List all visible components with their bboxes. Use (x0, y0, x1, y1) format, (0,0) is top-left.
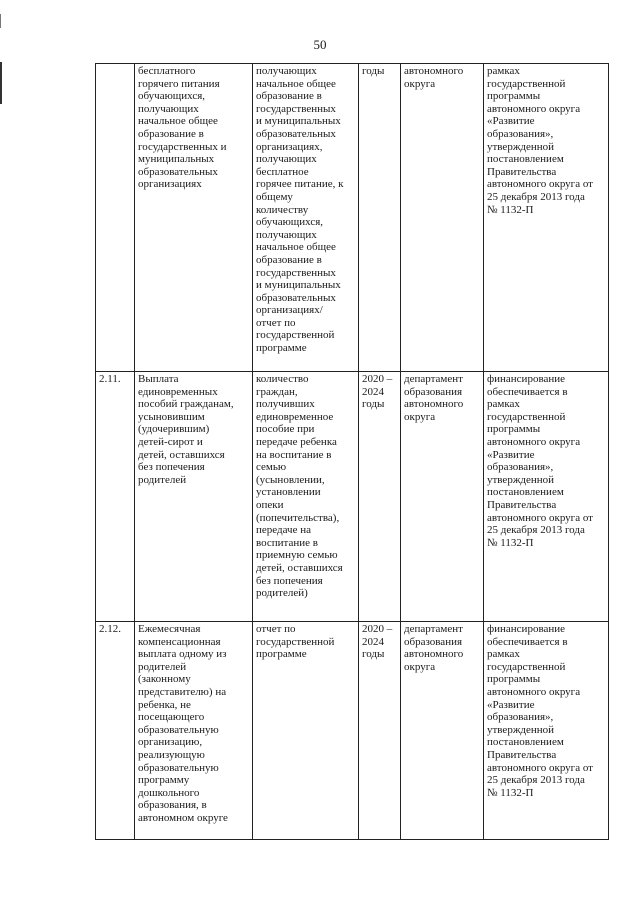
executor: автономного округа (401, 64, 484, 372)
measure-name: Ежемесячная компенсационная выплата одному из родителей (законному представителю) на ребенка, не посещающего образовательную организацию, реализующую образовательную программу дошкольного образования, в автономном округе (135, 622, 253, 840)
table-row (96, 372, 609, 622)
row-number: 2.12. (96, 622, 135, 840)
funding: финансирование обеспечивается в рамках государственной программы автономного округа «Развитие образования», утвержденной постановлением Правительства автономного округа от 25 декабря 2013 года № 1132-П (484, 372, 609, 622)
row-number (96, 64, 135, 372)
funding: финансирование обеспечивается в рамках государственной программы автономного округа «Развитие образования», утвержденной постановлением Правительства автономного округа от 25 декабря 2013 года № 1132-П (484, 622, 609, 840)
period: 2020 – 2024 годы (359, 622, 401, 840)
executor: департамент образования автономного округа (401, 622, 484, 840)
measure-name: бесплатного горячего питания обучающихся, получающих начальное общее образование в государственных и муниципальных образовательных организациях (135, 64, 253, 372)
measure-name: Выплата единовременных пособий гражданам, усыновившим (удочерившим) детей-сирот и детей, оставшихся без попечения родителей (135, 372, 253, 622)
period: годы (359, 64, 401, 372)
scan-edge-mark (0, 14, 1, 28)
table-row (96, 64, 609, 372)
indicator: получающих начальное общее образование в государственных и муниципальных образовательных организациях, получающих бесплатное горячее питание, к общему количеству обучающихся, получающих начальное общее образование в государственных и муниципальных образовательных организациях/ отчет по государственной программе (253, 64, 359, 372)
page-number: 50 (313, 37, 327, 52)
measures-table (95, 63, 609, 840)
table-row (96, 622, 609, 840)
scan-edge-mark (0, 62, 2, 104)
executor: департамент образования автономного округа (401, 372, 484, 622)
indicator: отчет по государственной программе (253, 622, 359, 840)
funding: рамках государственной программы автономного округа «Развитие образования», утвержденной постановлением Правительства автономного округа от 25 декабря 2013 года № 1132-П (484, 64, 609, 372)
indicator: количество граждан, получивших единовременное пособие при передаче ребенка на воспитание в семью (усыновлении, установлении опеки (попечительства), передаче на воспитание в приемную семью детей, оставшихся без попечения родителей) (253, 372, 359, 622)
period: 2020 – 2024 годы (359, 372, 401, 622)
row-number: 2.11. (96, 372, 135, 622)
